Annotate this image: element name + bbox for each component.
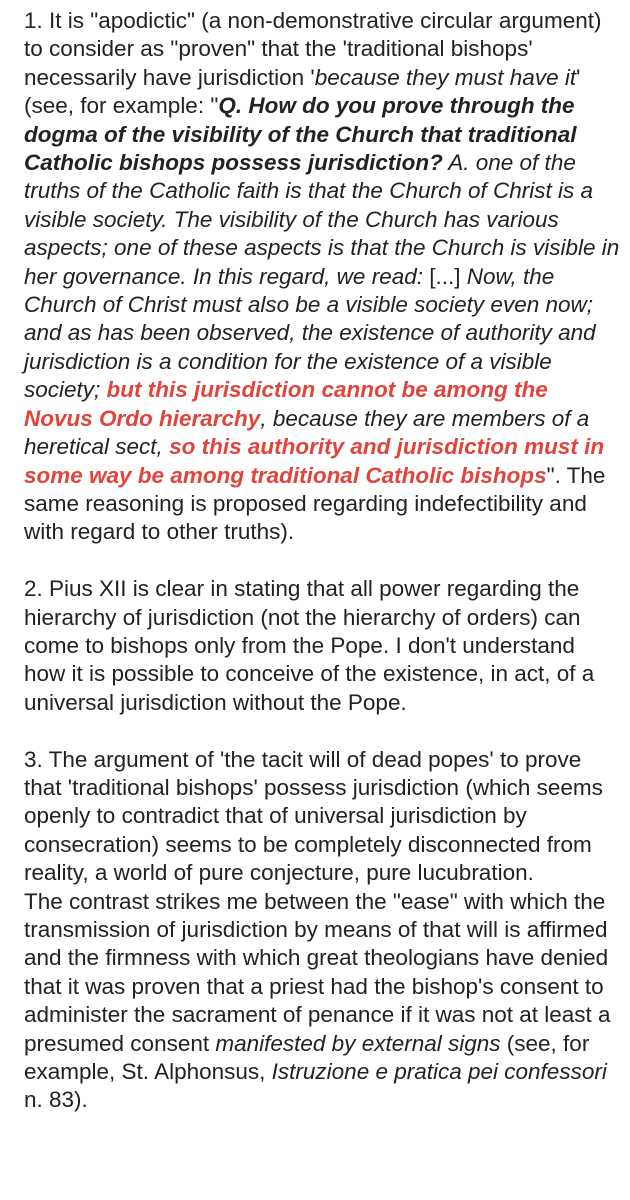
paragraph-1 xyxy=(24,7,620,547)
p1-answer-c: , because they are members of a heretical sect, xyxy=(24,405,590,460)
p1-highlight-2: so this authority and jurisdiction must in some way be among traditional Catholic bishops xyxy=(24,434,605,488)
p4-text-a: The contrast strikes me between the "ease" with which the transmission of jurisdiction by means of that will is affirmed and the firmness with which great theologians have denied that it was proven that a priest had the bishop's consent to administer the sacrament of penance if it was not at least a presumed consent xyxy=(24,888,611,1056)
p1-text-b: ' (see, for example: " xyxy=(24,64,581,119)
paragraph-gap xyxy=(24,547,620,575)
p1-answer-a: A. one of the truths of the Catholic faith is that the Church of Christ is a visible society. The visibility of the Church has various aspects; one of these aspects is that the Church is visible in her governance. In this regard, we read: xyxy=(24,150,620,289)
p4-text-c: n. 83). xyxy=(24,1087,88,1113)
p1-highlight-1: but this jurisdiction cannot be among the Novus Ordo hierarchy xyxy=(24,377,548,431)
paragraph-gap xyxy=(24,717,620,745)
paragraph-4 xyxy=(24,888,620,1115)
p4-italic-signs: manifested by external signs xyxy=(215,1030,501,1056)
paragraph-3: 3. The argument of 'the tacit will of dead popes' to prove that 'traditional bishops' possess jurisdiction (which seems openly to contradict that of universal jurisdiction by consecration) seems to be completely disconnected from reality, a world of pure conjecture, pure lucubration. xyxy=(24,746,603,886)
paragraph-2: 2. Pius XII is clear in stating that all power regarding the hierarchy of jurisdiction (not the hierarchy of orders) can come to bishops only from the Pope. I don't understand how it is possible to conceive of the existence, in act, of a universal jurisdiction without the Pope. xyxy=(24,576,595,715)
p1-italic-quote: because they must have it xyxy=(314,64,577,90)
p1-question: Q. How do you prove through the dogma of the visibility of the Church that traditional Catholic bishops possess jurisdiction? xyxy=(24,93,577,176)
p1-text-c: ". The same reasoning is proposed regarding indefectibility and with regard to other truths). xyxy=(24,462,606,545)
p4-text-b: (see, for example, St. Alphonsus, xyxy=(24,1030,590,1084)
p4-italic-title: Istruzione e pratica pei confessori xyxy=(271,1059,607,1084)
p1-answer-b: Now, the Church of Christ must also be a visible society even now; and as has been observed, the existence of authority and jurisdiction is a condition for the existence of a visible society; xyxy=(24,263,596,403)
p1-ellipsis: [...] xyxy=(429,263,461,289)
p1-text-a: 1. It is "apodictic" (a non-demonstrative circular argument) to consider as "proven" that the 'traditional bishops' necessarily have jurisdiction ' xyxy=(24,8,602,90)
